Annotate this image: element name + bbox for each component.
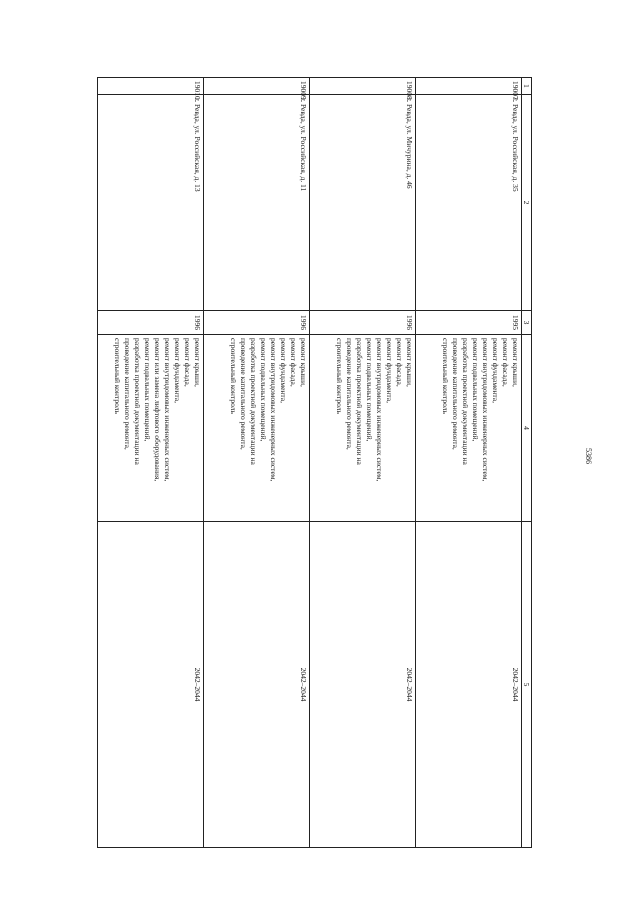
header-cell-2: 2 <box>522 95 532 311</box>
header-cell-1: 1 <box>522 78 532 95</box>
year-cell: 1996 <box>98 311 204 335</box>
address-cell: г. Ревда, ул. Российская, д. 35 <box>416 95 522 311</box>
work-item: ремонт фундамента, <box>279 338 288 403</box>
work-item: ремонт крыши, <box>405 338 414 387</box>
page-number: 5386 <box>584 448 593 464</box>
works-list <box>440 338 520 518</box>
row-number: 19009. <box>204 78 310 95</box>
row-number: 19007. <box>416 78 522 95</box>
work-item: ремонт крыши, <box>511 338 520 387</box>
repair-schedule-table <box>97 77 532 848</box>
work-item: разработка проектной документации на <box>461 338 470 465</box>
work-item: ремонт подвальных помещений, <box>471 338 480 442</box>
work-item: ремонт внутридомовых инженерных систем, <box>163 338 172 482</box>
period-cell: 2042–2044 <box>416 522 522 848</box>
address-cell: г. Ревда, ул. Российская, д. 11 <box>204 95 310 311</box>
work-item: ремонт внутридомовых инженерных систем, <box>375 338 384 482</box>
work-item: проведение капитального ремонта, <box>345 338 354 450</box>
work-item: ремонт внутридомовых инженерных систем, <box>481 338 490 482</box>
work-item: ремонт крыши, <box>299 338 308 387</box>
address-cell: г. Ревда, ул. Российская, д. 13 <box>98 95 204 311</box>
work-item: ремонт подвальных помещений, <box>259 338 268 442</box>
header-cell-5: 5 <box>522 522 532 848</box>
works-cell <box>204 335 310 522</box>
work-item: разработка проектной документации на <box>133 338 142 465</box>
works-list <box>334 338 414 518</box>
work-item: ремонт фундамента, <box>491 338 500 403</box>
work-item: строительный контроль <box>113 338 122 414</box>
header-row <box>522 78 532 848</box>
work-item: ремонт фундамента, <box>385 338 394 403</box>
work-item: строительный контроль <box>229 338 238 414</box>
work-item: разработка проектной документации на <box>355 338 364 465</box>
work-item: ремонт внутридомовых инженерных систем, <box>269 338 278 482</box>
period-cell: 2042–2044 <box>310 522 416 848</box>
works-cell <box>98 335 204 522</box>
work-item: строительный контроль <box>441 338 450 414</box>
works-cell <box>416 335 522 522</box>
work-item: ремонт фасада, <box>289 338 298 387</box>
address-cell: г. Ревда, ул. Мичурина, д. 46 <box>310 95 416 311</box>
work-item: ремонт подвальных помещений, <box>143 338 152 442</box>
work-item: проведение капитального ремонта, <box>451 338 460 450</box>
work-item: разработка проектной документации на <box>249 338 258 465</box>
work-item: ремонт или замена лифтового оборудования, <box>153 338 162 482</box>
work-item: ремонт крыши, <box>193 338 202 387</box>
row-number: 19010. <box>98 78 204 95</box>
work-item: строительный контроль <box>335 338 344 414</box>
table-row <box>310 78 416 848</box>
works-list <box>112 338 202 518</box>
work-item: ремонт фасада, <box>183 338 192 387</box>
period-cell: 2042–2044 <box>98 522 204 848</box>
year-cell: 1995 <box>416 311 522 335</box>
header-cell-3: 3 <box>522 311 532 335</box>
table-row <box>98 78 204 848</box>
work-item: проведение капитального ремонта, <box>239 338 248 450</box>
work-item: ремонт фундамента, <box>173 338 182 403</box>
work-item: ремонт подвальных помещений, <box>365 338 374 442</box>
work-item: ремонт фасада, <box>395 338 404 387</box>
work-item: проведение капитального ремонта, <box>123 338 132 450</box>
rotated-table-container <box>84 77 532 847</box>
year-cell: 1996 <box>204 311 310 335</box>
header-cell-4: 4 <box>522 335 532 522</box>
table-row <box>416 78 522 848</box>
works-list <box>228 338 308 518</box>
works-cell <box>310 335 416 522</box>
table-row <box>204 78 310 848</box>
period-cell: 2042–2044 <box>204 522 310 848</box>
work-item: ремонт фасада, <box>501 338 510 387</box>
year-cell: 1996 <box>310 311 416 335</box>
row-number: 19008. <box>310 78 416 95</box>
